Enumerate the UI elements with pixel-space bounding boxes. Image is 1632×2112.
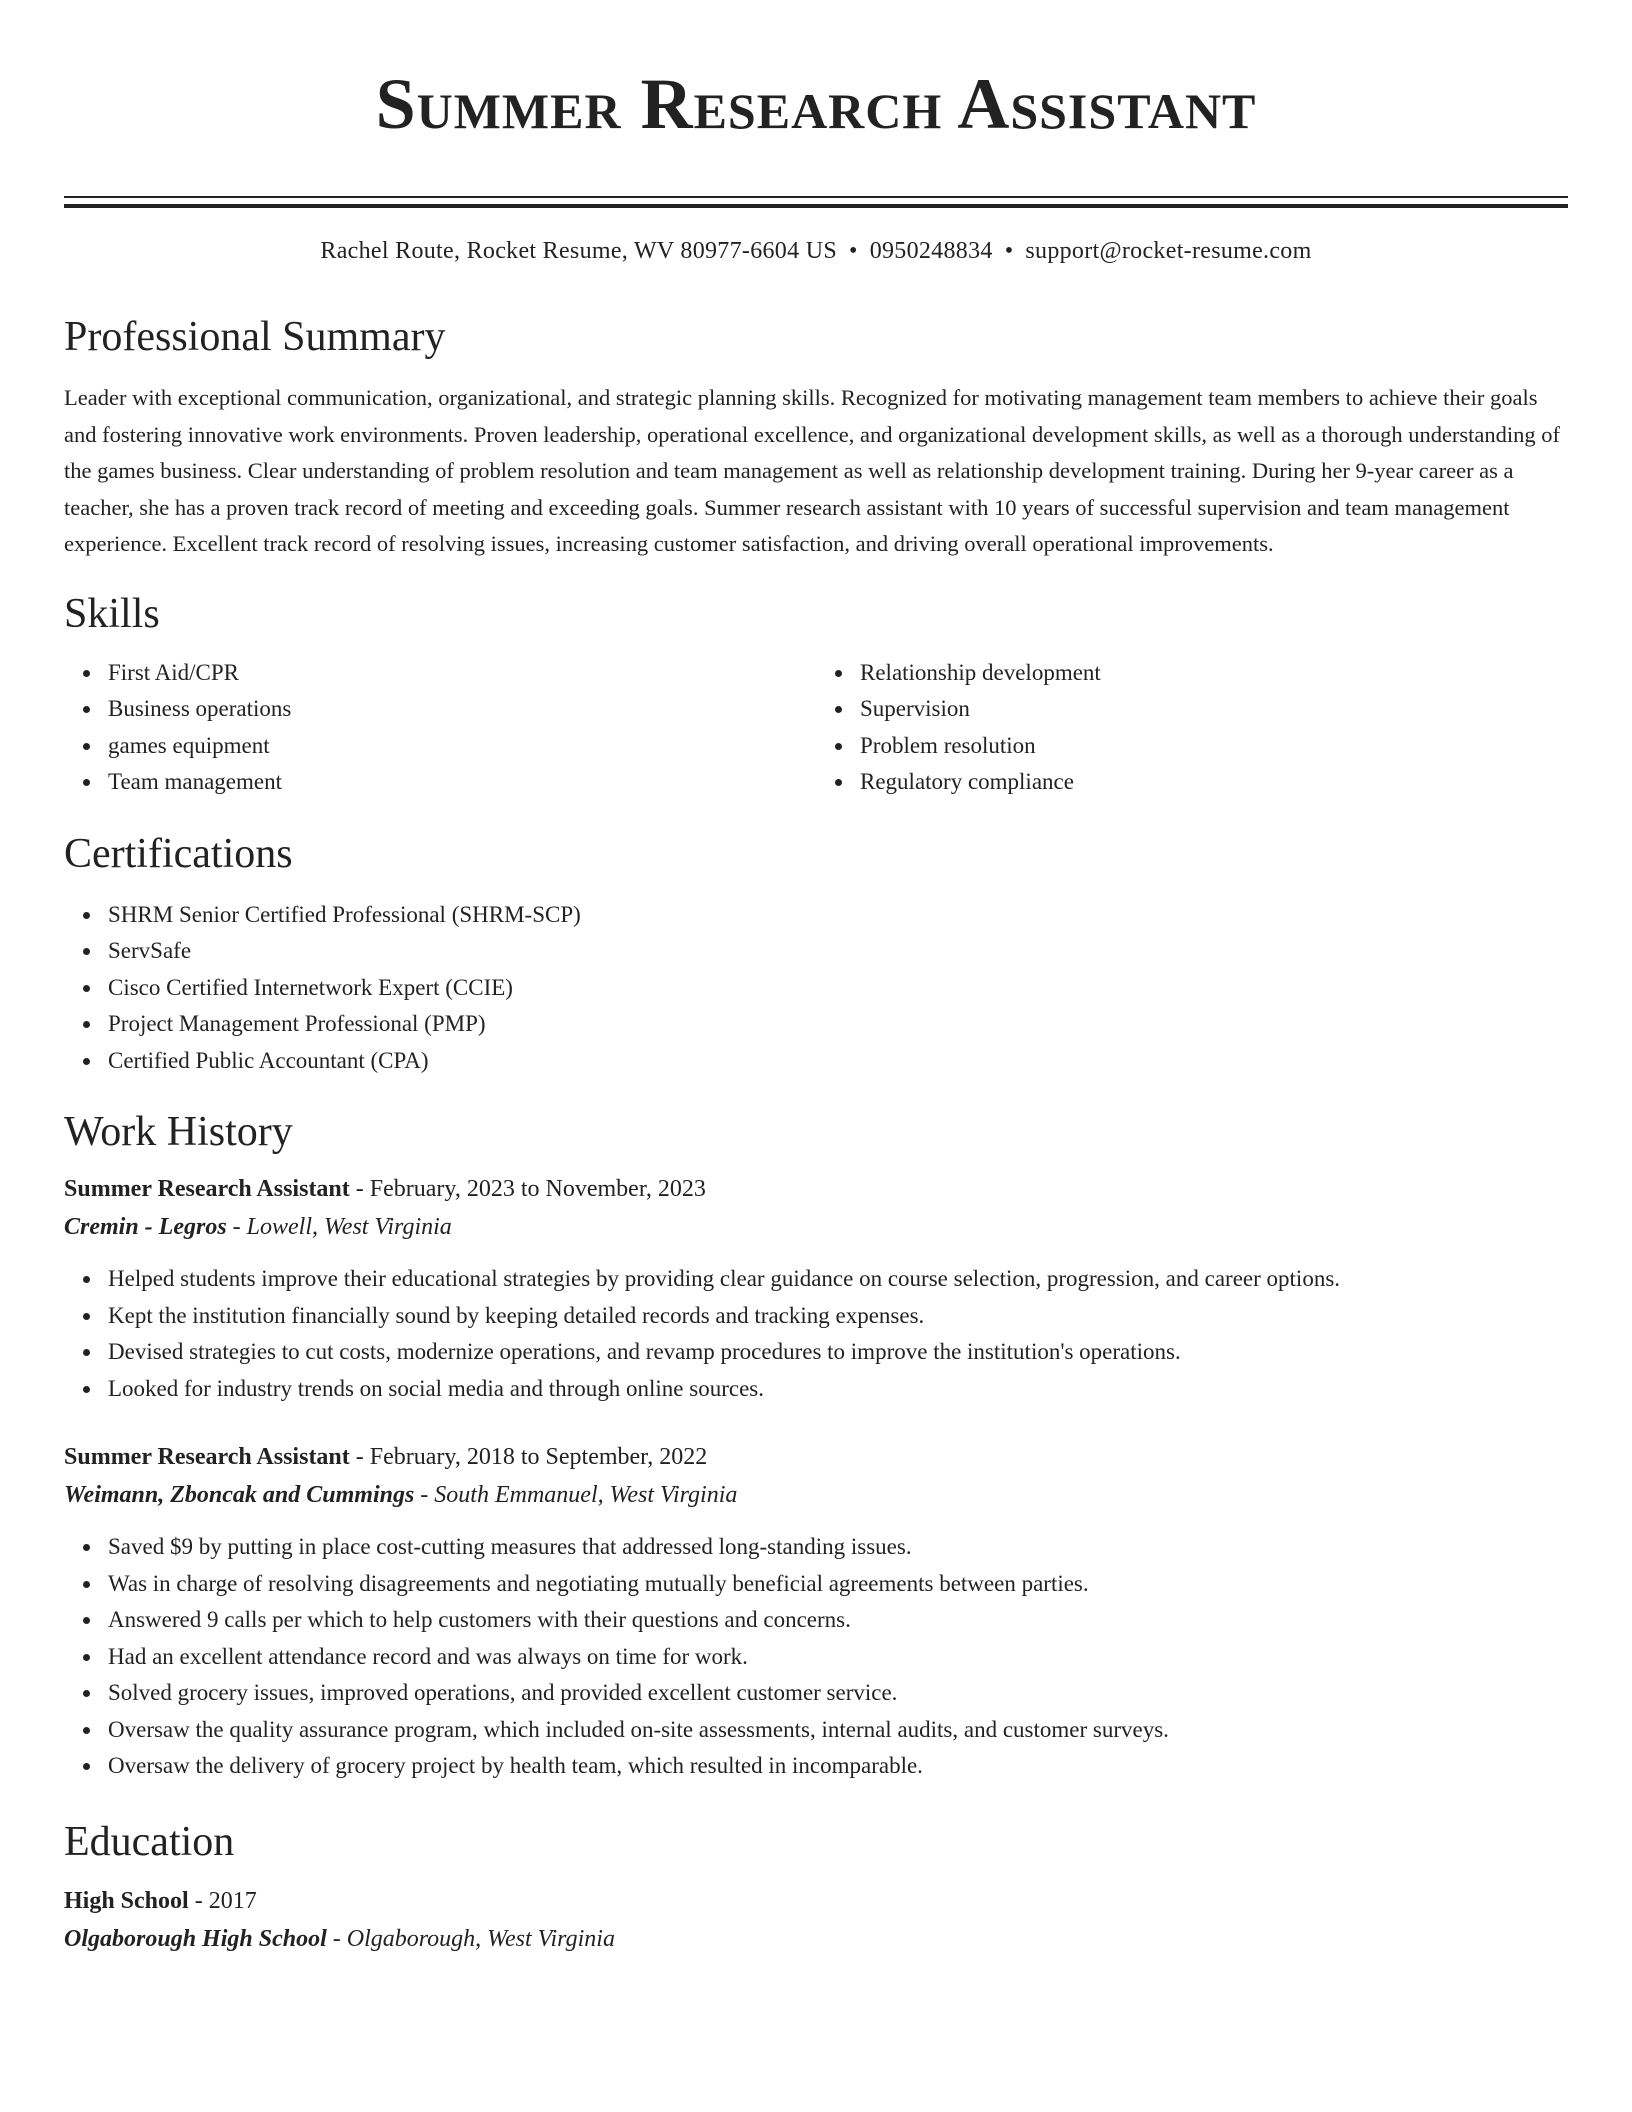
job-company-line xyxy=(64,1475,1568,1515)
education-entry xyxy=(64,1883,1568,1959)
contact-separator: • xyxy=(848,238,858,264)
skill-item: Relationship development xyxy=(860,655,1568,692)
certification-item: Certified Public Accountant (CPA) xyxy=(108,1043,1568,1080)
job-separator: - xyxy=(226,1214,247,1240)
skills-list-left xyxy=(64,655,816,801)
job-entry xyxy=(64,1439,1568,1785)
summary-text: Leader with exceptional communication, organizational, and strategic planning skills. Recognized for motivating management team members to achieve their goals and fostering innovative work environments. Proven leadership, operational excellence, and organizational development skills, as well as a thorough understanding of the games business. Clear understanding of problem resolution and team management as well as relationship development training. During her 9-year career as a teacher, she has a proven track record of meeting and exceeding goals. Summer research assistant with 10 years of successful supervision and team management experience. Excellent track record of resolving issues, increasing customer satisfaction, and driving overall operational improvements. xyxy=(64,385,1561,556)
job-duty: Saved $9 by putting in place cost-cutting measures that addressed long-standing issues. xyxy=(108,1529,1568,1566)
job-duty: Oversaw the quality assurance program, which included on-site assessments, internal audits, and customer surveys. xyxy=(108,1712,1568,1749)
job-separator: - xyxy=(414,1482,435,1508)
certification-item: ServSafe xyxy=(108,933,1568,970)
skill-item: Supervision xyxy=(860,691,1568,728)
title-divider-thin xyxy=(64,196,1568,198)
skill-item: games equipment xyxy=(108,728,816,765)
contact-address: Rachel Route, Rocket Resume, WV 80977-6604 US xyxy=(320,238,837,264)
job-dates: February, 2023 to November, 2023 xyxy=(369,1176,706,1202)
job-duty: Oversaw the delivery of grocery project by health team, which resulted in incomparable. xyxy=(108,1748,1568,1785)
job-location: Lowell, West Virginia xyxy=(246,1214,452,1240)
skills-heading: Skills xyxy=(64,590,160,637)
contact-phone: 0950248834 xyxy=(869,238,993,264)
job-duties-list xyxy=(64,1261,1568,1407)
resume-title: Summer Research Assistant xyxy=(375,64,1257,144)
education-location: Olgaborough, West Virginia xyxy=(346,1925,615,1952)
education-degree-line xyxy=(64,1883,1568,1919)
certification-item: SHRM Senior Certified Professional (SHRM-SCP) xyxy=(108,897,1568,934)
job-duty: Kept the institution financially sound by keeping detailed records and tracking expenses. xyxy=(108,1298,1568,1335)
work-history-heading: Work History xyxy=(64,1109,293,1155)
job-duty: Solved grocery issues, improved operations, and provided excellent customer service. xyxy=(108,1675,1568,1712)
title-divider-thick xyxy=(64,204,1568,208)
job-company: Cremin - Legros xyxy=(64,1214,227,1240)
job-duty: Had an excellent attendance record and was always on time for work. xyxy=(108,1639,1568,1676)
job-separator: - xyxy=(349,1444,370,1470)
skills-columns xyxy=(64,655,1568,801)
job-entry xyxy=(64,1171,1568,1407)
skills-list-right xyxy=(816,655,1568,801)
job-title-line xyxy=(64,1439,1568,1475)
certifications-list xyxy=(64,897,1568,1080)
skill-item: First Aid/CPR xyxy=(108,655,816,692)
education-school-line xyxy=(64,1919,1568,1959)
skill-item: Business operations xyxy=(108,691,816,728)
education-school: Olgaborough High School xyxy=(64,1925,327,1952)
skill-item: Problem resolution xyxy=(860,728,1568,765)
job-separator: - xyxy=(349,1176,370,1202)
job-duty: Helped students improve their educational strategies by providing clear guidance on course selection, progression, and career options. xyxy=(108,1261,1568,1298)
job-title: Summer Research Assistant xyxy=(64,1176,350,1202)
contact-email: support@rocket-resume.com xyxy=(1025,238,1312,264)
summary-heading: Professional Summary xyxy=(64,314,446,360)
certifications-heading: Certifications xyxy=(64,830,293,877)
education-separator: - xyxy=(188,1887,209,1914)
education-heading: Education xyxy=(64,1818,235,1865)
job-title: Summer Research Assistant xyxy=(64,1444,350,1470)
job-company-line xyxy=(64,1207,1568,1247)
job-duty: Answered 9 calls per which to help customers with their questions and concerns. xyxy=(108,1602,1568,1639)
job-duty: Was in charge of resolving disagreements and negotiating mutually beneficial agreements between parties. xyxy=(108,1566,1568,1603)
education-degree: High School xyxy=(64,1887,189,1914)
job-duty: Devised strategies to cut costs, modernize operations, and revamp procedures to improve the institution's operations. xyxy=(108,1334,1568,1371)
job-location: South Emmanuel, West Virginia xyxy=(434,1482,738,1508)
education-year: 2017 xyxy=(208,1887,257,1914)
certification-item: Cisco Certified Internetwork Expert (CCIE) xyxy=(108,970,1568,1007)
certification-item: Project Management Professional (PMP) xyxy=(108,1006,1568,1043)
contact-line xyxy=(64,236,1568,266)
job-duty: Looked for industry trends on social media and through online sources. xyxy=(108,1371,1568,1408)
job-title-line xyxy=(64,1171,1568,1207)
contact-separator: • xyxy=(1004,238,1014,264)
job-company: Weimann, Zboncak and Cummings xyxy=(64,1482,415,1508)
job-duties-list xyxy=(64,1529,1568,1785)
job-dates: February, 2018 to September, 2022 xyxy=(369,1444,708,1470)
skill-item: Regulatory compliance xyxy=(860,764,1568,801)
education-separator: - xyxy=(326,1925,347,1952)
skill-item: Team management xyxy=(108,764,816,801)
